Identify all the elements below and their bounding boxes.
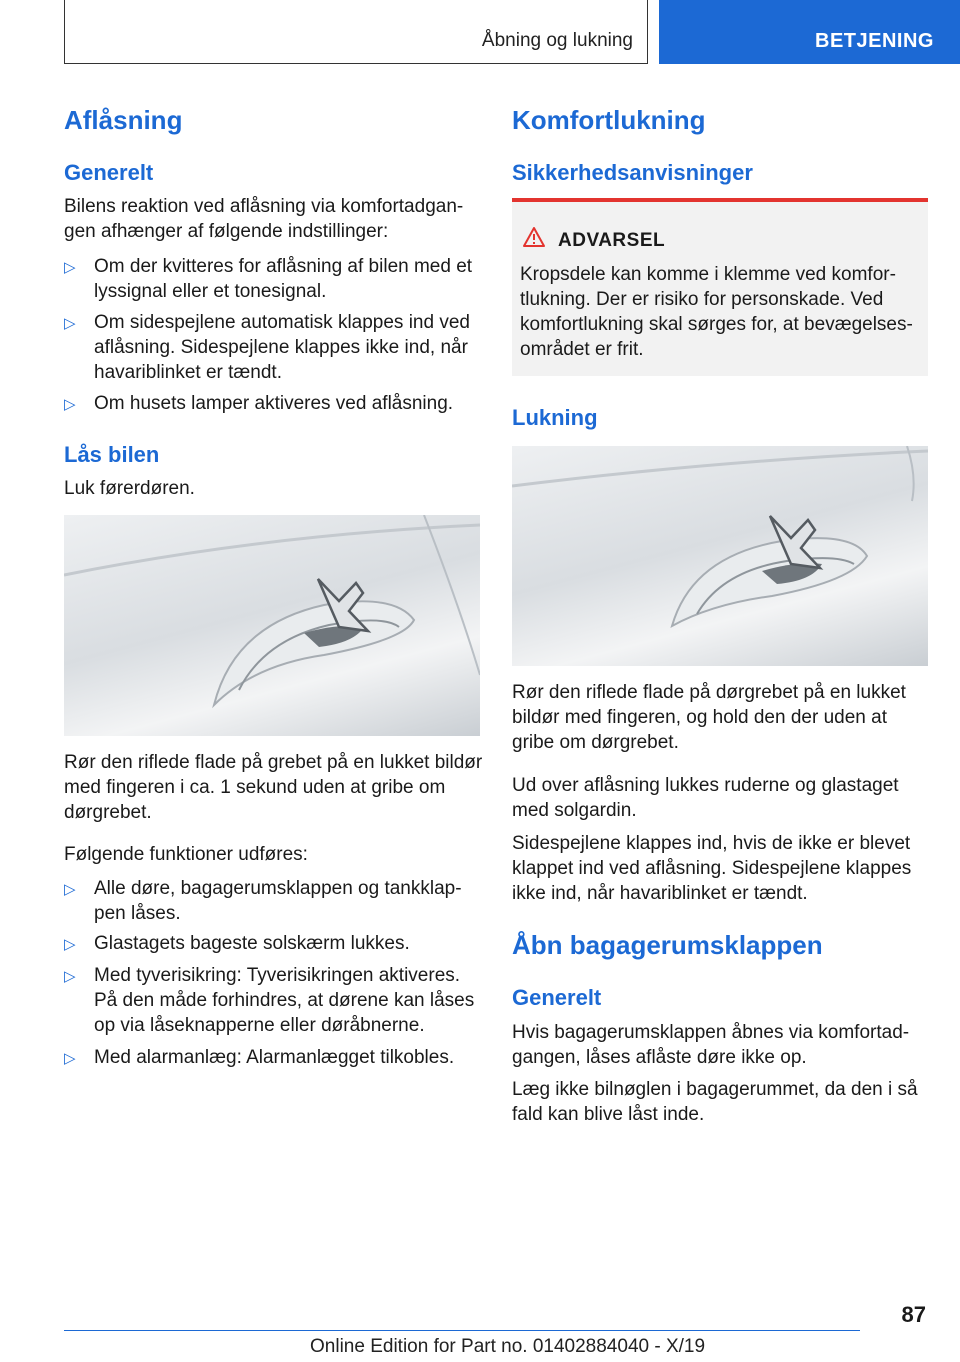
warning-box [512, 198, 928, 376]
text-line: komfortlukning skal sørges for, at bevægelses- [520, 314, 913, 335]
text-line: fald kan blive låst inde. [512, 1104, 705, 1125]
text-line: Rør den riflede flade på grebet på en lukket bildør [64, 752, 483, 773]
paragraph-sidespejlene [512, 831, 911, 906]
text-line: med fingeren i ca. 1 sekund uden at gribe om [64, 777, 446, 798]
list-item [64, 931, 484, 956]
door-handle-illustration [512, 446, 928, 666]
text-line: På den måde forhindres, at dørene kan låses [94, 990, 475, 1011]
text-line: området er frit. [520, 339, 644, 360]
bullet-triangle-icon: ▷ [64, 315, 76, 332]
text-line: Med tyverisikring: Tyverisikringen aktiveres. [94, 965, 461, 986]
warning-title: ADVARSEL [558, 230, 666, 251]
text-line: gen afhænger af følgende indstillinger: [64, 221, 389, 242]
bullet-triangle-icon: ▷ [64, 396, 76, 413]
list-item [64, 310, 484, 385]
text-line: Glastagets bageste solskærm lukkes. [94, 933, 410, 954]
heading-sikkerhedsanvisninger: Sikkerhedsanvisninger [512, 160, 753, 185]
text-line: Om husets lamper aktiveres ved aflåsning. [94, 393, 454, 414]
heading-generelt: Generelt [64, 160, 154, 185]
heading-lukning: Lukning [512, 405, 598, 430]
list-item [64, 963, 484, 1038]
text-line: Om sidespejlene automatisk klappes ind ved [94, 312, 470, 333]
page-number: 87 [901, 1302, 926, 1327]
text-line: Hvis bagagerumsklappen åbnes via komfortad- [512, 1022, 910, 1043]
list-item [64, 1045, 484, 1070]
paragraph-ud-over [512, 773, 899, 823]
footer-divider [64, 1330, 860, 1331]
heading-komfortlukning: Komfortlukning [512, 105, 706, 135]
text-line: pen låses. [94, 903, 181, 924]
header-tab-label: BETJENING [815, 30, 934, 52]
bullet-triangle-icon: ▷ [64, 259, 76, 276]
paragraph-ror-grebet [64, 750, 482, 825]
text-line: Ud over aflåsning lukkes ruderne og glastaget [512, 775, 899, 796]
text-line: op via låseknapperne eller døråbnerne. [94, 1015, 425, 1036]
list-item [64, 391, 484, 416]
header-tab [659, 0, 960, 64]
header-section-title: Åbning og lukning [481, 30, 633, 51]
text-line: havariblinket er tændt. [94, 362, 282, 383]
heading-las-bilen: Lås bilen [64, 442, 160, 467]
paragraph-generelt [64, 194, 463, 244]
text-line: tlukning. Der er risiko for personskade. Ved [520, 289, 884, 310]
paragraph-ror-dorgrebet [512, 680, 906, 755]
paragraph-laeg [512, 1077, 918, 1127]
footer-edition: Online Edition for Part no. 01402884040 - X/19 [310, 1336, 706, 1357]
list-item [64, 254, 484, 304]
text-line: gangen, låses aflåste døre ikke op. [512, 1047, 807, 1068]
paragraph-folgende: Følgende funktioner udføres: [64, 844, 308, 865]
text-line: bildør med fingeren, og hold den der uden at [512, 707, 887, 728]
text-line: gribe om dørgrebet. [512, 732, 679, 753]
text-line: Alle døre, bagagerumsklappen og tankklap- [94, 878, 462, 899]
header-box [64, 0, 648, 64]
heading-aflasning: Aflåsning [64, 105, 183, 135]
text-line: Med alarmanlæg: Alarmanlægget tilkobles. [94, 1047, 455, 1068]
door-handle-illustration [64, 515, 480, 736]
heading-abn-bagagerumsklappen: Åbn bagagerumsklappen [512, 930, 823, 960]
text-line: Sidespejlene klappes ind, hvis de ikke er blevet [512, 833, 911, 854]
text-line: Om der kvitteres for aflåsning af bilen med et [94, 256, 473, 277]
text-line: klappet ind ved aflåsning. Sidespejlene klappes [512, 858, 912, 879]
text-line: Rør den riflede flade på dørgrebet på en lukket [512, 682, 906, 703]
bullet-triangle-icon: ▷ [64, 936, 76, 953]
paragraph-hvis [512, 1020, 909, 1070]
text-line: Læg ikke bilnøglen i bagagerummet, da den i så [512, 1079, 918, 1100]
warning-triangle-icon [522, 226, 546, 248]
warning-text [520, 262, 913, 362]
text-line: med solgardin. [512, 800, 637, 821]
door-handle-image [64, 515, 480, 736]
bullet-triangle-icon: ▷ [64, 1050, 76, 1067]
bullet-triangle-icon: ▷ [64, 881, 76, 898]
paragraph-las: Luk førerdøren. [64, 478, 195, 499]
text-line: Kropsdele kan komme i klemme ved komfor- [520, 264, 896, 285]
list-item [64, 876, 484, 926]
text-line: ikke ind, når havariblinket er tændt. [512, 883, 808, 904]
text-line: aflåsning. Sidespejlene klappes ikke ind, når [94, 337, 468, 358]
text-line: Bilens reaktion ved aflåsning via komfortadgan- [64, 196, 464, 217]
text-line: lyssignal eller et tonesignal. [94, 281, 327, 302]
door-handle-image [512, 446, 928, 666]
heading-generelt-right: Generelt [512, 985, 602, 1010]
bullet-triangle-icon: ▷ [64, 968, 76, 985]
text-line: dørgrebet. [64, 802, 152, 823]
